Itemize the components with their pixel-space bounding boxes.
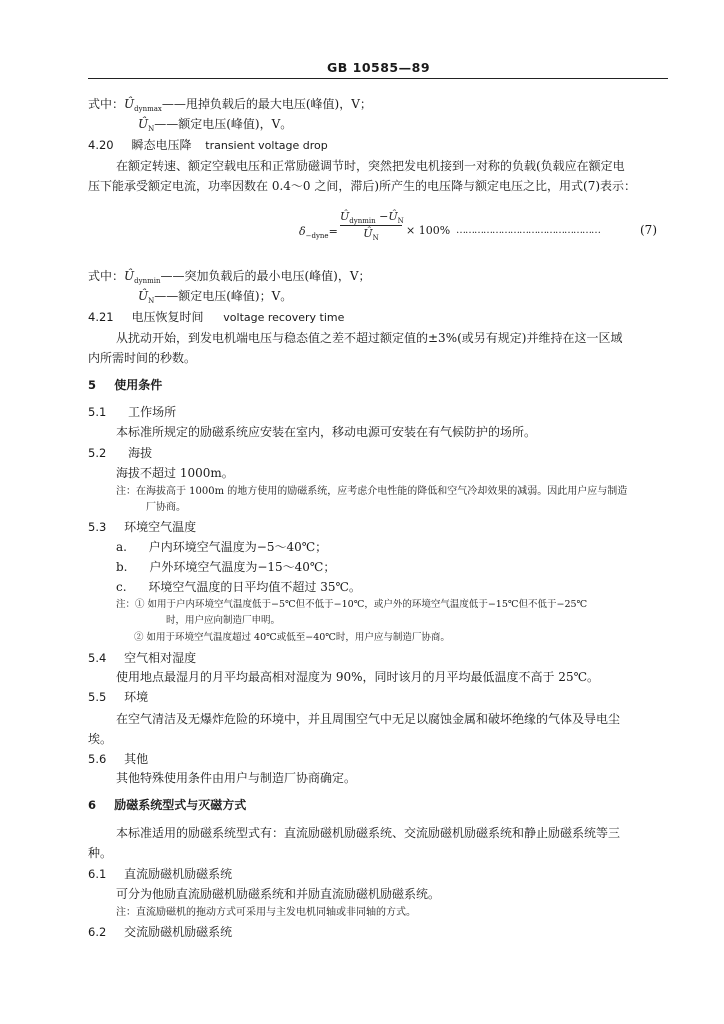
section-heading-5-3 [88, 519, 196, 535]
section-title: 使用条件 [114, 378, 163, 392]
paragraph-line: 其他特殊使用条件由用户与制造厂协商确定。 [116, 771, 357, 785]
symbol [124, 269, 160, 283]
numerator-minus: −Û [375, 210, 398, 223]
list-item-label: a. [116, 540, 127, 554]
list-item-label: c. [116, 580, 127, 594]
page-header-title: GB 10585—89 [327, 60, 431, 75]
numerator-subscript: dynmin [349, 217, 376, 225]
paragraph-line: 种。 [88, 846, 113, 860]
numerator-subscript-2: N [397, 217, 404, 225]
symbol [124, 97, 162, 111]
section-heading-5-6 [88, 751, 148, 767]
fraction-bar [340, 225, 402, 226]
symbol-subscript: N [148, 125, 155, 133]
note-line: ② 如用于环境空气温度超过 40℃或低至−40℃时，用户应与制造厂协商。 [134, 632, 450, 643]
formula-subscript: −dyne [305, 232, 329, 240]
list-item-label: b. [116, 560, 128, 574]
list-item-text: 户内环境空气温度为−5～40℃； [148, 540, 328, 554]
section-heading-4-20 [88, 137, 328, 154]
symbol-main: Û [124, 269, 135, 283]
fraction-denominator [340, 227, 402, 240]
symbol-subscript: dynmax [134, 105, 162, 113]
paragraph-line: 埃。 [88, 732, 113, 746]
definition-line [88, 96, 372, 114]
symbol-subscript: dynmin [134, 277, 161, 285]
list-item-text: 环境空气温度的日平均值不超过 35℃。 [148, 580, 361, 594]
definition-line [138, 288, 292, 306]
section-number: 6 [88, 798, 97, 812]
section-number: 5.5 [88, 690, 107, 704]
formula-leader-dots: ………………………………………… [456, 225, 600, 236]
section-title: 直流励磁机励磁系统 [124, 867, 233, 881]
formula-symbol: δ [299, 225, 306, 238]
definition-prefix: 式中： [88, 269, 125, 283]
paragraph-line: 本标准所规定的励磁系统应安装在室内，移动电源可安装在有气候防护的场所。 [116, 425, 537, 439]
paragraph-line: 压下能承受额定电流，功率因数在 0.4～0 之间，滞后)所产生的电压降与额定电压之比，用式(7)表示： [88, 179, 637, 193]
section-heading-5-4 [88, 650, 196, 666]
definition-prefix: 式中： [88, 97, 125, 111]
formula-times: × 100% [406, 224, 451, 237]
section-number: 4.20 [88, 138, 114, 152]
section-heading-4-21 [88, 309, 344, 326]
definition-text: ——甩掉负载后的最大电压(峰值)，V； [161, 97, 372, 111]
section-number: 5.4 [88, 651, 107, 665]
paragraph-line: 本标准适用的励磁系统型式有：直流励磁机励磁系统、交流励磁机励磁系统和静止励磁系统等三 [116, 826, 621, 840]
section-title: 空气相对湿度 [124, 651, 197, 665]
paragraph-line: 从扰动开始，到发电机端电压与稳态值之差不超过额定值的±3%(或另有规定)并维持在这一区域 [116, 331, 623, 345]
paragraph-line: 可分为他励直流励磁机励磁系统和并励直流励磁机励磁系统。 [116, 887, 441, 901]
section-title: 环境空气温度 [124, 520, 197, 534]
definition-text: ——额定电压(峰值)；V。 [154, 289, 293, 303]
note-line: 注：在海拔高于 1000m 的地方使用的励磁系统，应考虑介电性能的降低和空气冷却效果的减弱。因此用户应与制造 [116, 486, 628, 497]
section-title-english: voltage recovery time [223, 311, 345, 324]
definition-line [138, 116, 292, 134]
denominator-symbol: Û [363, 227, 373, 240]
symbol-main: Û [138, 289, 149, 303]
section-title: 励磁系统型式与灭磁方式 [114, 798, 247, 812]
section-heading-6-2 [88, 924, 232, 940]
section-title-english: transient voltage drop [205, 139, 328, 152]
paragraph-line: 使用地点最湿月的月平均最高相对湿度为 90%，同时该月的月平均最低温度不高于 25℃。 [116, 670, 599, 684]
section-number: 5.3 [88, 520, 107, 534]
equals-sign: = [328, 225, 338, 238]
paragraph-line: 在空气清洁及无爆炸危险的环境中，并且周围空气中无足以腐蚀金属和破坏绝缘的气体及导电尘 [116, 712, 621, 726]
section-number: 5.6 [88, 752, 107, 766]
equation-number: (7) [640, 223, 657, 237]
list-item-text: 户外环境空气温度为−15～40℃； [149, 560, 336, 574]
formula-fraction [340, 210, 402, 246]
fraction-numerator [340, 210, 402, 223]
section-heading-5 [88, 377, 162, 393]
section-heading-5-1 [88, 404, 176, 420]
symbol-main: Û [124, 97, 135, 111]
note-line: 注：① 如用于户内环境空气温度低于−5℃但不低于−10℃，或户外的环境空气温度低于−15℃但不低于−25℃ [116, 599, 588, 610]
section-number: 6.1 [88, 867, 107, 881]
section-heading-6-1 [88, 866, 232, 882]
symbol [138, 289, 154, 303]
paragraph-line: 内所需时间的秒数。 [88, 351, 197, 365]
section-title: 瞬态电压降 [131, 138, 192, 152]
symbol-main: Û [138, 117, 149, 131]
section-title: 环境 [124, 690, 149, 704]
section-heading-6 [88, 797, 246, 813]
section-number: 5 [88, 378, 97, 392]
list-item [116, 539, 327, 555]
section-number: 4.21 [88, 310, 114, 324]
section-title: 其他 [124, 752, 149, 766]
definition-line [88, 268, 371, 286]
section-title: 电压恢复时间 [131, 310, 204, 324]
section-title: 工作场所 [128, 405, 177, 419]
section-heading-5-2 [88, 445, 152, 461]
paragraph-line: 在额定转速、额定空载电压和正常励磁调节时，突然把发电机接到一对称的负载(负载应在额定电 [116, 159, 625, 173]
numerator-symbol: Û [340, 210, 350, 223]
section-number: 6.2 [88, 925, 107, 939]
section-title: 交流励磁机励磁系统 [124, 925, 233, 939]
note-line: 厂协商。 [146, 502, 186, 513]
denominator-subscript: N [372, 234, 379, 242]
paragraph-line: 海拔不超过 1000m。 [116, 466, 234, 480]
section-number: 5.1 [88, 405, 107, 419]
section-number: 5.2 [88, 446, 107, 460]
section-heading-5-5 [88, 689, 148, 705]
symbol-subscript: N [148, 297, 155, 305]
formula-lhs [299, 224, 338, 241]
section-title: 海拔 [128, 446, 153, 460]
note-line: 时，用户应向制造厂申明。 [166, 615, 281, 626]
list-item [116, 579, 361, 595]
definition-text: ——突加负载后的最小电压(峰值)，V； [160, 269, 371, 283]
symbol [138, 117, 154, 131]
note-line: 注：直流励磁机的拖动方式可采用与主发电机同轴或非同轴的方式。 [116, 907, 416, 918]
definition-text: ——额定电压(峰值)，V。 [154, 117, 293, 131]
header-rule [88, 78, 668, 79]
list-item [116, 559, 335, 575]
